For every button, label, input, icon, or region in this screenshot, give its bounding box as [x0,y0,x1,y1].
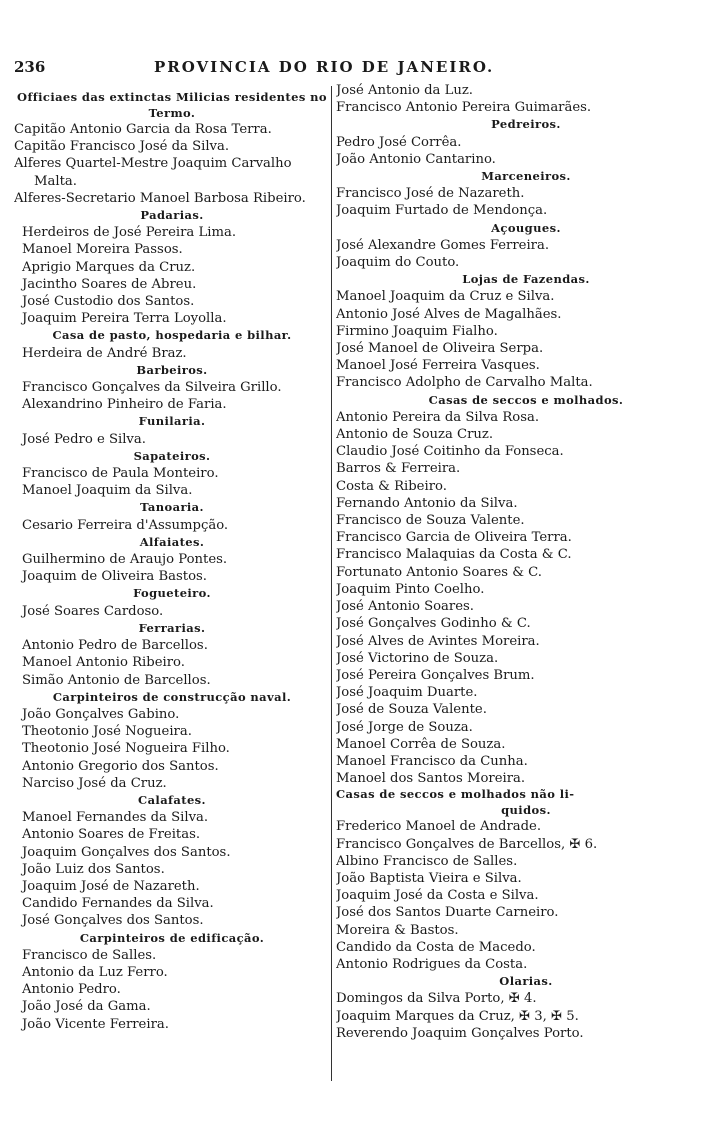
list-item: José Victorino de Souza. [336,650,499,666]
list-item: Costa & Ribeiro. [336,478,447,494]
list-item: Fortunato Antonio Soares & C. [336,564,542,580]
section-heading-calafates: Calafates. [138,792,206,807]
list-item: Manoel Fernandes da Silva. [22,810,209,826]
list-item: Joaquim de Oliveira Bastos. [22,569,207,585]
section-heading-tanoaria: Tanoaria. [140,500,204,515]
list-item: Frederico Manoel de Andrade. [336,819,542,835]
list-item: Theotonio José Nogueira. [22,724,192,740]
left-column [14,90,330,1033]
list-item: Manoel José Ferreira Vasques. [336,358,540,374]
list-item: José Alves de Avintes Moreira. [336,633,540,649]
section-heading-alfaiates: Alfaiates. [139,534,205,549]
list-item: Candido Fernandes da Silva. [22,896,214,912]
list-item: Francisco Gonçalves da Silveira Grillo. [22,380,282,396]
list-item: Moreira & Bastos. [336,922,459,938]
list-item: Joaquim Gonçalves dos Santos. [22,844,231,860]
list-item: Antonio Rodrigues da Costa. [336,956,528,972]
list-item: José Pedro e Silva. [22,431,146,447]
list-item: Domingos da Silva Porto, ✠ 4. [336,991,537,1007]
list-item: Alferes Quartel-Mestre Joaquim Carvalho [14,156,292,172]
list-item: Francisco Adolpho de Carvalho Malta. [336,375,593,391]
list-item: Herdeira de André Braz. [22,345,187,361]
section-heading-padarias: Padarias. [140,208,204,223]
list-item: João Antonio Cantarino. [336,151,496,167]
list-item: Fernando Antonio da Silva. [336,495,518,511]
list-item: Theotonio José Nogueira Filho. [22,741,230,757]
list-item: José Pereira Gonçalves Brum. [336,667,535,683]
list-item: Antonio Soares de Freitas. [22,827,201,843]
list-item: Joaquim José de Nazareth. [22,878,200,894]
list-item: Antonio José Alves de Magalhães. [336,306,562,322]
list-item: Joaquim do Couto. [336,255,460,271]
list-item: Barros & Ferreira. [336,461,461,477]
list-item: João Luiz dos Santos. [22,861,165,877]
list-item: Antonio Pedro. [22,982,121,998]
list-item: Antonio Pereira da Silva Rosa. [336,409,540,425]
list-item: José Manoel de Oliveira Serpa. [336,341,544,357]
list-item: Candido da Costa de Macedo. [336,939,536,955]
section-heading-casa-pasto: Casa de pasto, hospedaria e bilhar. [52,328,292,343]
list-item: Herdeiros de José Pereira Lima. [22,225,237,241]
section-heading-funilaria: Funilaria. [138,414,206,429]
list-item: Capitão Francisco José da Silva. [14,139,230,155]
list-item: Antonio de Souza Cruz. [336,427,494,443]
section-heading-lojas: Lojas de Fazendas. [462,272,590,287]
list-item: João Baptista Vieira e Silva. [336,870,522,886]
list-item: Cesario Ferreira d'Assumpção. [22,517,229,533]
list-item: Manoel Joaquim da Silva. [22,483,193,499]
list-item: José Jorge de Souza. [336,719,473,735]
section-heading-carp-naval: Carpinteiros de construcção naval. [52,689,292,704]
list-item: José Gonçalves dos Santos. [22,913,204,929]
right-column [336,82,716,1042]
section-heading-acougues: Açougues. [491,220,561,235]
page-number: 236 [14,58,46,76]
list-item: José Custodio dos Santos. [22,294,195,310]
list-item: Manoel Corrêa de Souza. [336,736,506,752]
list-item: José Gonçalves Godinho & C. [336,616,531,632]
section-heading-sapateiros: Sapateiros. [133,448,211,463]
list-item: Manoel Antonio Ribeiro. [22,655,185,671]
heading-line-2: quidos. [501,802,551,817]
list-item: Albino Francisco de Salles. [336,853,518,869]
list-item: José Alexandre Gomes Ferreira. [336,237,550,253]
list-item: Joaquim José da Costa e Silva. [336,888,539,904]
list-item: Francisco de Paula Monteiro. [22,466,219,482]
page-header [14,58,714,80]
list-item: José Antonio Soares. [336,599,474,615]
list-item: Claudio José Coitinho da Fonseca. [336,444,564,460]
page-title: PROVINCIA DO RIO DE JANEIRO. [154,58,495,76]
section-heading-pedreiros: Pedreiros. [491,117,561,132]
section-heading-marceneiros: Marceneiros. [481,169,571,184]
column-divider [331,86,332,1081]
section-heading-carp-edif: Carpinteiros de edificação. [79,930,265,945]
heading-line-1: Casas de seccos e molhados não li- [336,787,575,802]
list-item: Francisco de Salles. [22,947,157,963]
list-item: Simão Antonio de Barcellos. [22,672,211,688]
list-item: Aprigio Marques da Cruz. [22,259,196,275]
list-item: Joaquim Pereira Terra Loyolla. [22,311,227,327]
list-item: José Joaquim Duarte. [336,685,478,701]
list-item: João Vicente Ferreira. [22,1016,169,1032]
list-item: Alexandrino Pinheiro de Faria. [22,397,227,413]
list-item: José Antonio da Luz. [336,83,473,98]
list-item: Guilhermino de Araujo Pontes. [22,552,228,568]
section-heading-olarias: Olarias. [499,974,553,989]
list-item: Capitão Antonio Garcia da Rosa Terra. [14,122,272,137]
list-item: Firmino Joaquim Fialho. [336,323,498,339]
list-item: Francisco Gonçalves de Barcellos, ✠ 6. [336,836,598,852]
list-item: Francisco Garcia de Oliveira Terra. [336,530,572,546]
section-heading-seccos-nao-liquidos [336,787,716,818]
list-item: Manoel Joaquim da Cruz e Silva. [336,289,555,305]
list-item: Antonio Pedro de Barcellos. [22,638,208,654]
list-item: João Gonçalves Gabino. [22,706,180,722]
list-item: Manoel Francisco da Cunha. [336,753,528,769]
list-item: Malta. [34,173,77,189]
list-item: Reverendo Joaquim Gonçalves Porto. [336,1025,584,1041]
list-item: Francisco Malaquias da Costa & C. [336,547,572,563]
list-item: Narciso José da Cruz. [22,775,167,791]
list-item: Antonio da Luz Ferro. [22,964,168,980]
list-item: Alferes-Secretario Manoel Barbosa Ribeiro. [14,190,306,206]
list-item: Francisco de Souza Valente. [336,513,525,529]
list-item: Manoel dos Santos Moreira. [336,771,526,787]
list-item: Pedro José Corrêa. [336,134,462,150]
list-item: Joaquim Marques da Cruz, ✠ 3, ✠ 5. [336,1008,579,1024]
section-heading-seccos: Casas de seccos e molhados. [428,392,624,407]
section-heading-barbeiros: Barbeiros. [136,362,208,377]
section-heading-ferrarias: Ferrarias. [138,620,206,635]
list-item: José de Souza Valente. [336,702,487,718]
list-item: José Soares Cardoso. [22,603,164,619]
list-item: Joaquim Furtado de Mendonça. [336,203,548,219]
list-item: João José da Gama. [22,999,151,1015]
list-item: Manoel Moreira Passos. [22,242,183,258]
list-item: Joaquim Pinto Coelho. [336,581,485,597]
list-item: Jacintho Soares de Abreu. [22,276,197,292]
section-heading-fogueteiro: Fogueteiro. [133,586,211,601]
section-heading-officiaes: Officiaes das extinctas Milicias residentes no Termo. [17,90,327,120]
list-item: José dos Santos Duarte Carneiro. [336,905,559,921]
list-item: Antonio Gregorio dos Santos. [22,758,219,774]
list-item: Francisco Antonio Pereira Guimarães. [336,100,592,116]
list-item: Francisco José de Nazareth. [336,186,525,202]
